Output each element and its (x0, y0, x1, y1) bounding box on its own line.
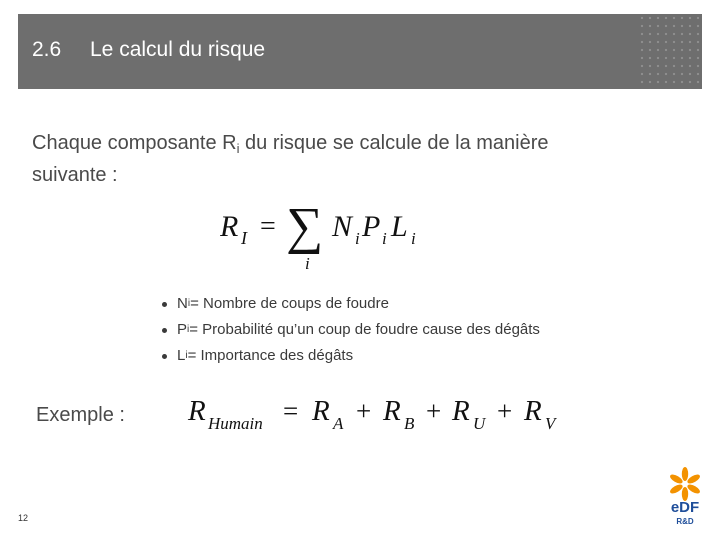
bullet-text: = Probabilité qu’un coup de foudre cause des dégâts (189, 321, 540, 338)
formula2-RA-sub: A (333, 414, 344, 433)
logo-wordmark: eDF (670, 499, 700, 516)
definition-list (162, 291, 540, 369)
intro-text (32, 130, 692, 188)
formula2-RA: R (312, 395, 330, 427)
bullet-subscript: i (187, 298, 191, 309)
formula2-RV: R (524, 395, 542, 427)
section-header (18, 14, 702, 89)
formula2-equals: = (283, 396, 299, 426)
formula2-RU: R (452, 395, 470, 427)
logo-subtext: R&D (676, 517, 694, 526)
formula2-RB: R (383, 395, 401, 427)
bullet-text: = Nombre de coups de foudre (190, 295, 389, 312)
section-number: 2.6 (32, 38, 62, 61)
list-item (162, 343, 540, 369)
risk-sum-formula (220, 198, 440, 272)
bullet-text: = Importance des dégâts (187, 347, 354, 364)
formula1-lhs-sub: I (241, 228, 247, 248)
bullet-symbol: N (177, 295, 188, 312)
formula2-lhs: R (188, 395, 206, 427)
formula1-P: P (362, 210, 381, 243)
bullet-dot-icon (162, 302, 167, 307)
formula2-RV-sub: V (545, 414, 556, 433)
formula2-lhs-sub: Humain (208, 414, 263, 433)
intro-line2: suivante : (32, 164, 118, 186)
bullet-dot-icon (162, 354, 167, 359)
example-formula (182, 392, 572, 436)
bullet-subscript: i (185, 350, 188, 361)
edf-logo-icon (664, 466, 706, 528)
formula1-sum-sign: ∑ (286, 198, 324, 255)
intro-subscript: i (236, 141, 240, 156)
formula1-sum-index: i (305, 254, 310, 272)
page-number: 12 (18, 513, 29, 523)
list-item (162, 291, 540, 317)
formula1-L-sub: i (411, 229, 416, 248)
formula1-L: L (391, 210, 408, 243)
formula1-lhs: R (220, 210, 239, 243)
formula2-plus: + (356, 396, 372, 426)
formula2-plus: + (426, 396, 442, 426)
list-item (162, 317, 540, 343)
intro-line-part1: Chaque composante R (32, 132, 237, 154)
formula2-RU-sub: U (473, 414, 486, 433)
formula2-plus: + (497, 396, 513, 426)
bullet-dot-icon (162, 328, 167, 333)
example-label: Exemple : (36, 404, 125, 426)
formula1-N-sub: i (355, 229, 360, 248)
intro-line-part2: du risque se calcule de la manière (239, 132, 549, 154)
bullet-symbol: L (177, 347, 186, 364)
bullet-symbol: P (177, 321, 188, 338)
formula1-equals: = (260, 211, 276, 242)
section-title: Le calcul du risque (90, 38, 266, 61)
formula2-RB-sub: B (404, 414, 415, 433)
formula1-N: N (332, 210, 353, 243)
dot-pattern (638, 14, 702, 89)
bullet-subscript: i (187, 324, 190, 335)
formula1-P-sub: i (382, 229, 387, 248)
